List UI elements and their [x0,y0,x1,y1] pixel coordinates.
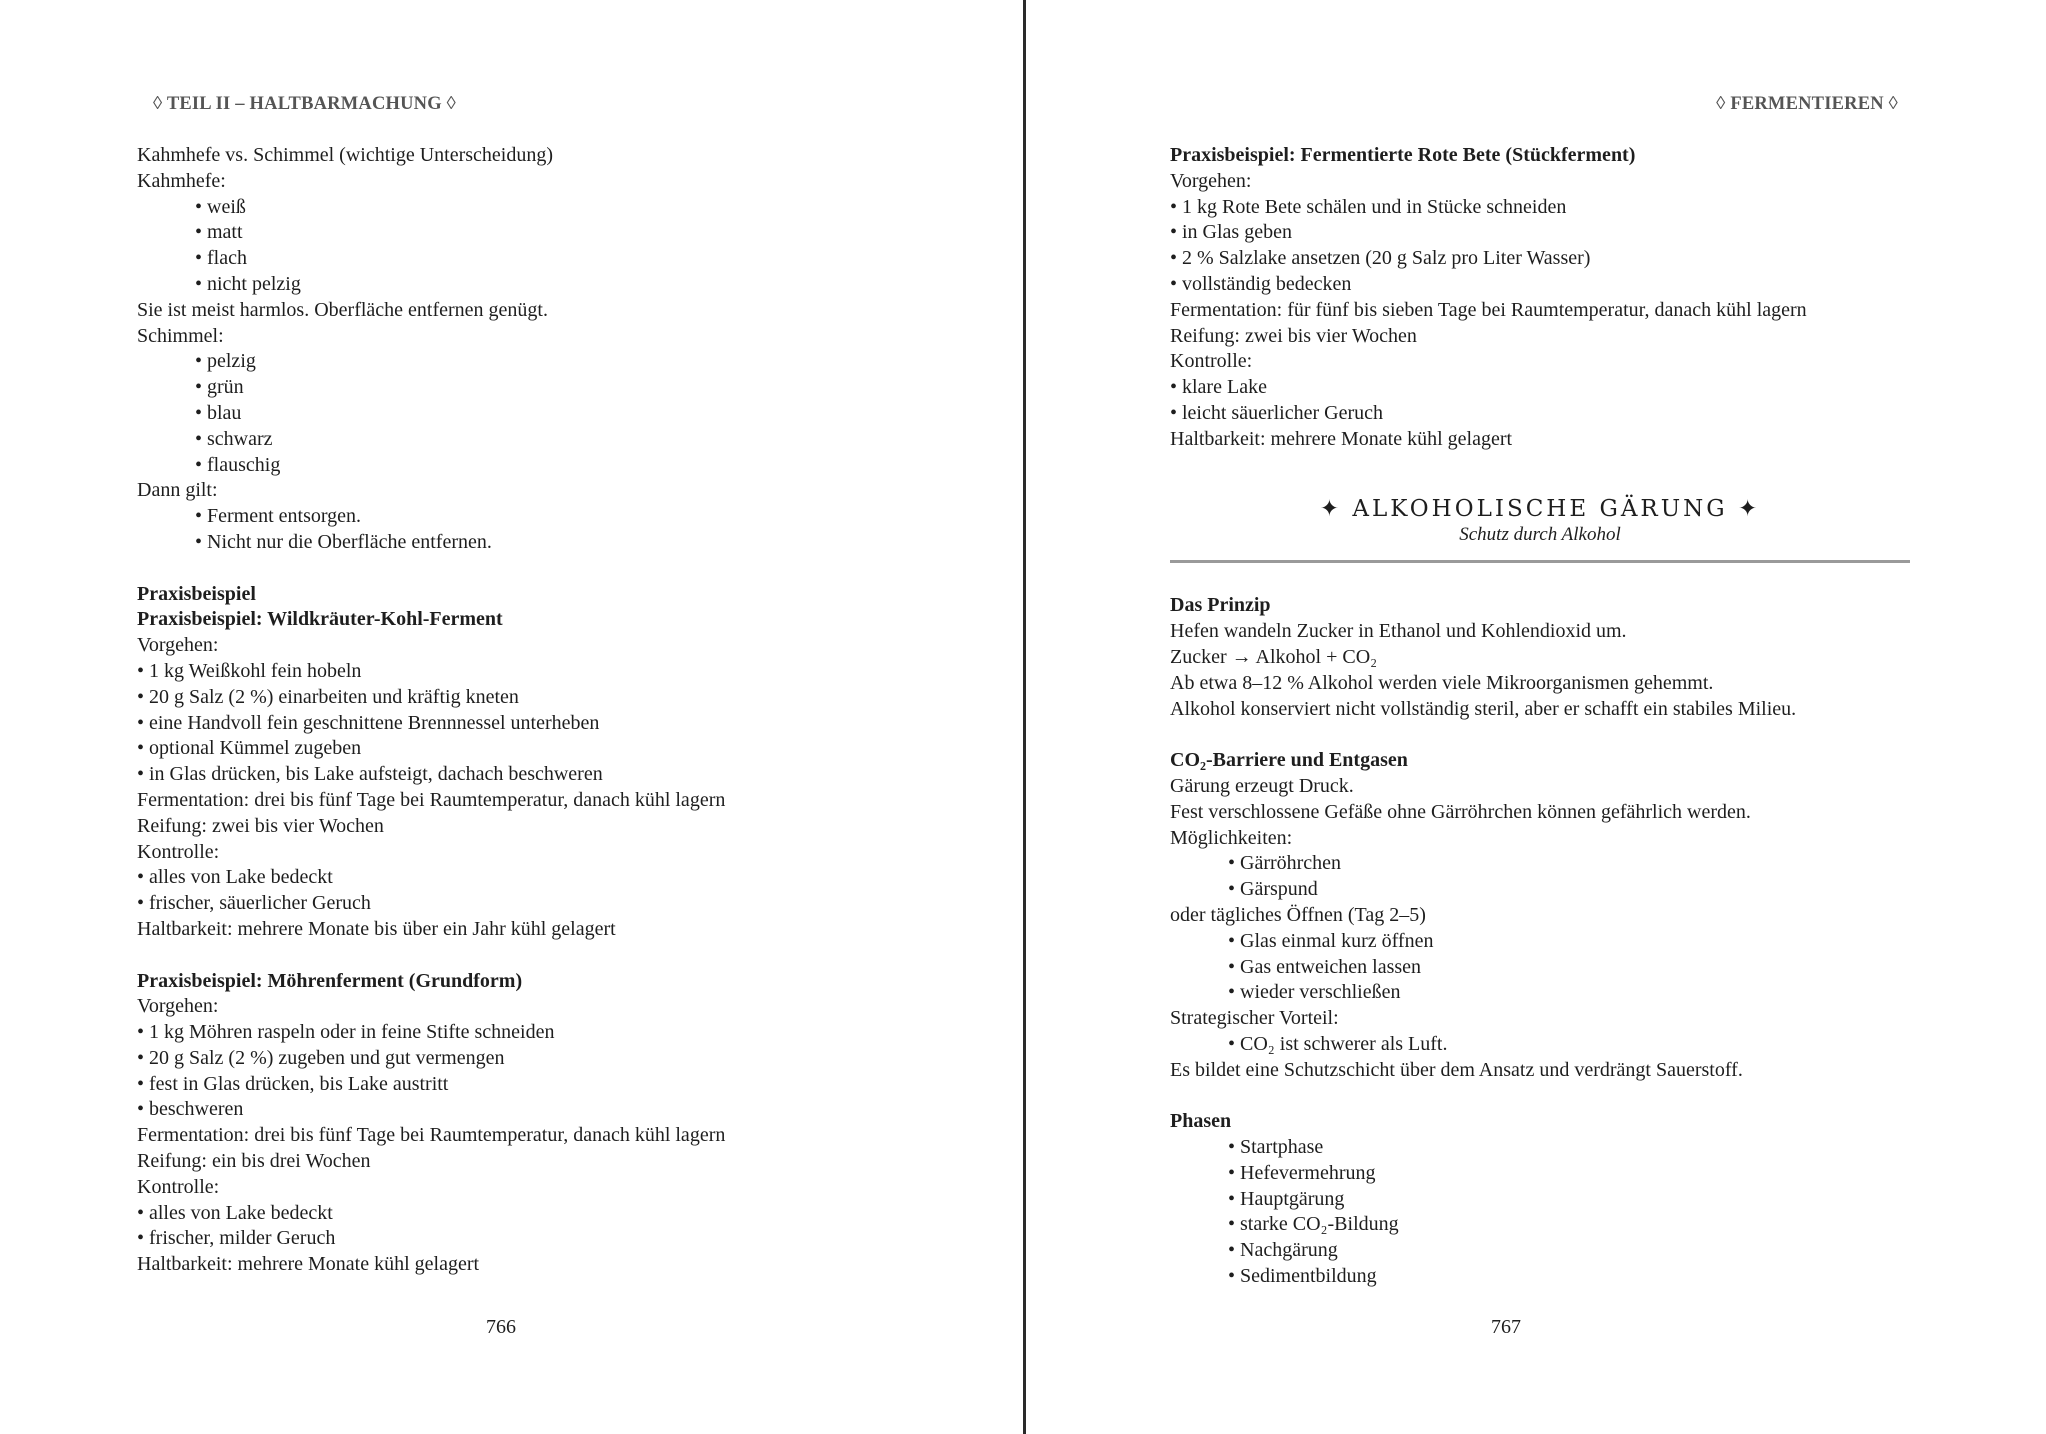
paragraph-line: Reifung: ein bis drei Wochen [137,1150,371,1173]
paragraph-line: Kontrolle: [137,1175,220,1198]
running-header-right: ◊ FERMENTIEREN ◊ [1716,94,1898,114]
paragraph-line: Dann gilt: [137,479,218,502]
list-item: • Glas einmal kurz öffnen [1228,929,1434,952]
list-item: • in Glas geben [1170,221,1292,244]
list-item: • optional Kümmel zugeben [137,737,362,760]
list-item: • weiß [195,195,246,218]
section-heading: CO₂-Barriere und Entgasen [1170,749,1408,772]
chapter-title: ✦ ALKOHOLISCHE GÄRUNG ✦ [1319,496,1761,523]
list-item: • Gas entweichen lassen [1228,955,1422,978]
list-item: • 2 % Salzlake ansetzen (20 g Salz pro Liter Wasser) [1170,247,1591,270]
list-item: • starke CO₂-Bildung [1228,1213,1399,1236]
list-item: • Nachgärung [1228,1239,1338,1262]
list-item: • Gärröhrchen [1228,852,1342,875]
list-item: • vollständig bedecken [1170,272,1352,295]
page-number-left: 766 [486,1316,516,1338]
list-item: • klare Lake [1170,376,1267,399]
section-heading: Phasen [1170,1110,1232,1133]
list-item: • Sedimentbildung [1228,1265,1377,1288]
paragraph-line: Reifung: zwei bis vier Wochen [137,814,384,837]
list-item: • Nicht nur die Oberfläche entfernen. [195,530,492,553]
list-item: • wieder verschließen [1228,981,1401,1004]
list-item: • beschweren [137,1098,244,1121]
paragraph-line: Kahmhefe: [137,169,226,192]
paragraph-line: Fermentation: drei bis fünf Tage bei Raumtemperatur, danach kühl lagern [137,788,726,811]
list-item: • 1 kg Weißkohl fein hobeln [137,659,362,682]
paragraph-line: Hefen wandeln Zucker in Ethanol und Kohlendioxid um. [1170,620,1627,643]
paragraph-line: Möglichkeiten: [1170,826,1293,849]
list-item: • eine Handvoll fein geschnittene Brennnessel unterheben [137,711,600,734]
section-heading: Praxisbeispiel [137,582,256,605]
paragraph-line: Gärung erzeugt Druck. [1170,774,1354,797]
list-item: • alles von Lake bedeckt [137,866,333,889]
list-item: • pelzig [195,350,256,373]
paragraph-line: Kontrolle: [137,840,220,863]
paragraph-line: Haltbarkeit: mehrere Monate kühl gelagert [1170,427,1513,450]
paragraph-line: Strategischer Vorteil: [1170,1007,1339,1030]
paragraph-line: Ab etwa 8–12 % Alkohol werden viele Mikroorganismen gehemmt. [1170,671,1714,694]
paragraph-line: Kahmhefe vs. Schimmel (wichtige Unterscheidung) [137,144,553,166]
list-item: • nicht pelzig [195,272,301,295]
paragraph-line: Vorgehen: [1170,169,1252,192]
list-item: • schwarz [195,427,273,450]
list-item: • matt [195,221,243,244]
right-page-body [1170,143,1910,1290]
list-item: • leicht säuerlicher Geruch [1170,401,1384,424]
list-item: • fest in Glas drücken, bis Lake austritt [137,1072,449,1095]
list-item: • Ferment entsorgen. [195,505,362,528]
paragraph-line: Haltbarkeit: mehrere Monate bis über ein Jahr kühl gelagert [137,917,616,940]
list-item: • grün [195,376,244,399]
section-heading: Praxisbeispiel: Möhrenferment (Grundform) [137,969,523,992]
paragraph-line: Fermentation: für fünf bis sieben Tage bei Raumtemperatur, danach kühl lagern [1170,298,1807,321]
list-item: • 1 kg Rote Bete schälen und in Stücke schneiden [1170,195,1567,218]
list-item: • blau [195,401,242,424]
list-item: • Startphase [1228,1136,1324,1159]
list-item: • Hefevermehrung [1228,1161,1376,1184]
section-heading: Praxisbeispiel: Fermentierte Rote Bete (Stückferment) [1170,144,1636,166]
list-item: • flauschig [195,453,281,476]
right-page [1026,0,2046,1434]
list-item: • 20 g Salz (2 %) einarbeiten und kräftig kneten [137,685,519,708]
paragraph-line: Zucker → Alkohol + CO₂ [1170,645,1378,668]
list-item: • in Glas drücken, bis Lake aufsteigt, dachach beschweren [137,763,603,786]
paragraph-line: Fest verschlossene Gefäße ohne Gärröhrchen können gefährlich werden. [1170,800,1751,823]
chapter-heading [1170,494,1910,546]
paragraph-line: Haltbarkeit: mehrere Monate kühl gelagert [137,1253,480,1276]
paragraph-line: Kontrolle: [1170,350,1253,373]
chapter-subtitle: Schutz durch Alkohol [1459,524,1621,546]
page-number-right: 767 [1491,1316,1521,1338]
paragraph-line: Reifung: zwei bis vier Wochen [1170,324,1417,347]
list-item: • Gärspund [1228,878,1318,901]
paragraph-line: Vorgehen: [137,634,219,657]
paragraph-line: Sie ist meist harmlos. Oberfläche entfernen genügt. [137,298,548,321]
paragraph-line: Fermentation: drei bis fünf Tage bei Raumtemperatur, danach kühl lagern [137,1124,726,1147]
list-item: • alles von Lake bedeckt [137,1201,333,1224]
section-heading: Praxisbeispiel: Wildkräuter-Kohl-Ferment [137,608,503,631]
list-item: • 1 kg Möhren raspeln oder in feine Stifte schneiden [137,1021,555,1044]
paragraph-line: Vorgehen: [137,995,219,1018]
paragraph-line: Schimmel: [137,324,224,347]
list-item: • Hauptgärung [1228,1187,1345,1210]
list-item: • frischer, milder Geruch [137,1227,336,1250]
chapter-divider [1170,560,1910,563]
paragraph-line: oder tägliches Öffnen (Tag 2–5) [1170,903,1426,926]
left-page-body [137,143,957,1278]
list-item: • CO₂ ist schwerer als Luft. [1228,1032,1448,1055]
paragraph-line: Es bildet eine Schutzschicht über dem Ansatz und verdrängt Sauerstoff. [1170,1058,1743,1081]
paragraph-line: Alkohol konserviert nicht vollständig steril, aber er schafft ein stabiles Milieu. [1170,697,1797,720]
list-item: • frischer, säuerlicher Geruch [137,892,371,915]
section-heading: Das Prinzip [1170,594,1271,617]
running-header-left: ◊ TEIL II – HALTBARMACHUNG ◊ [153,94,456,114]
list-item: • 20 g Salz (2 %) zugeben und gut vermengen [137,1046,505,1069]
list-item: • flach [195,247,247,270]
